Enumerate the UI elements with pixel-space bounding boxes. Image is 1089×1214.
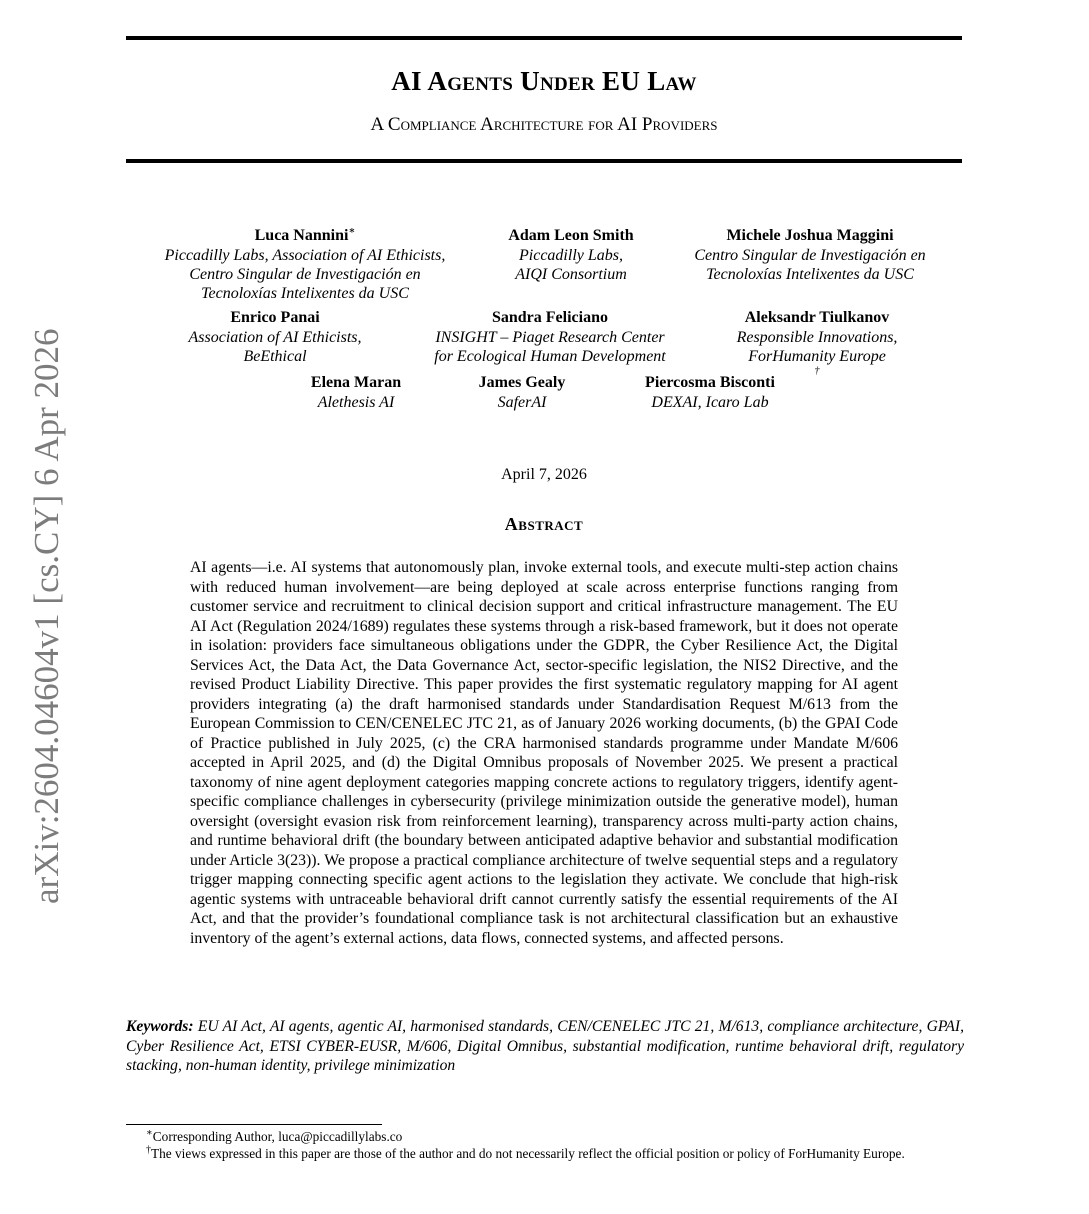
author-affiliation: SaferAI [497,394,547,411]
author-affiliation: Centro Singular de Investigación en Tecnoloxías Intelixentes da USC [694,247,926,283]
author-name: James Gealy [478,374,566,391]
arxiv-identifier[interactable]: arXiv:2604.04604v1 [cs.CY] 6 Apr 2026 [27,328,66,904]
abstract-heading: Abstract [504,514,584,534]
keywords-label: Keywords: [126,1018,194,1035]
author-block [612,373,808,412]
paper-subtitle: A Compliance Architecture for AI Providers [370,114,718,135]
author-affiliation: Association of AI Ethicists, BeEthical [188,329,362,365]
footnotes [126,1128,962,1162]
author-name: Enrico Panai [230,309,320,326]
author-affiliation: Responsible Innovations, ForHumanity Europe † [736,329,898,377]
author-affiliation: Alethesis AI [317,394,395,411]
author-block [276,373,436,412]
author-name: Piercosma Bisconti [645,374,775,391]
paper-title: AI Agents Under EU Law [391,66,697,96]
abstract-text: AI agents—i.e. AI systems that autonomously plan, invoke external tools, and execute multi-step action chains with reduced human involvement—are being deployed at scale across enterprise functions ranging from customer service and recruitment to clinical decision support and critical infrastructure management. The EU AI Act (Regulation 2024/1689) regulates these systems through a risk-based framework, but it does not operate in isolation: providers face simultaneous obligations under the GDPR, the Cyber Resilience Act, the Digital Services Act, the Data Act, the Data Governance Act, sector-specific legislation, the NIS2 Directive, and the revised Product Liability Directive. This paper provides the first systematic regulatory mapping for AI agent providers integrating (a) the draft harmonised standards under Standardisation Request M/613 from the European Commission to CEN/CENELEC JTC 21, as of January 2026 working documents, (b) the GPAI Code of Practice published in July 2025, (c) the CRA harmonised standards programme under Mandate M/606 accepted in April 2025, and (d) the Digital Omnibus proposals of November 2025. We present a practical taxonomy of nine agent deployment categories mapping concrete actions to regulatory triggers, identify agent-specific compliance challenges in cybersecurity (privilege minimization outside the generative model), human oversight (oversight evasion risk from reinforcement learning), transparency across multi-party action chains, and runtime behavioral drift (the boundary between anticipated adaptive behavior and substantial modification under Article 3(23)). We propose a practical compliance architecture of twelve sequential steps and a regulatory trigger mapping connecting specific agent actions to the legislation they activate. We conclude that high-risk agentic systems with untraceable behavioral drift cannot currently satisfy the essential requirements of the AI Act, and that the provider’s foundational compliance task is not architectural classification but an exhaustive inventory of the agent’s external actions, data flows, connected systems, and affected persons. [190,559,898,947]
keywords [126,1017,964,1076]
author-block [446,373,598,412]
top-rule [126,36,962,40]
author-block [400,308,700,366]
author-block [672,226,948,284]
author-affiliation: Piccadilly Labs, AIQI Consortium [515,247,627,283]
author-affiliation: DEXAI, Icaro Lab [651,394,769,411]
author-name: Michele Joshua Maggini [726,227,894,244]
bottom-rule [126,159,962,163]
author-affiliation: INSIGHT – Piaget Research Center for Ecological Human Development [434,329,666,365]
author-block [160,308,390,366]
keywords-list: EU AI Act, AI agents, agentic AI, harmonised standards, CEN/CENELEC JTC 21, M/613, compliance architecture, GPAI, Cyber Resilience Act, ETSI CYBER-EUSR, M/606, Digital Omnibus, substantial modification, runtime behavioral drift, regulatory stacking, non-human identity, privilege minimization [126,1018,964,1074]
author-name: Adam Leon Smith [508,227,634,244]
footnote-rule [126,1124,382,1125]
author-name: Aleksandr Tiulkanov [744,309,890,326]
author-name: Luca Nannini∗ [254,225,356,244]
author-name: Elena Maran [310,374,402,391]
paper-date: April 7, 2026 [501,466,587,483]
author-block [470,226,672,284]
footnote: †The views expressed in this paper are those of the author and do not necessarily reflect the official position or policy of ForHumanity Europe. [146,1144,905,1161]
footnote: ∗Corresponding Author, luca@piccadillylabs.co [146,1127,403,1144]
author-name: Sandra Feliciano [491,309,608,326]
author-affiliation: Piccadilly Labs, Association of AI Ethicists, Centro Singular de Investigación en Tecnoloxías Intelixentes da USC [164,247,446,302]
author-block [140,226,470,303]
